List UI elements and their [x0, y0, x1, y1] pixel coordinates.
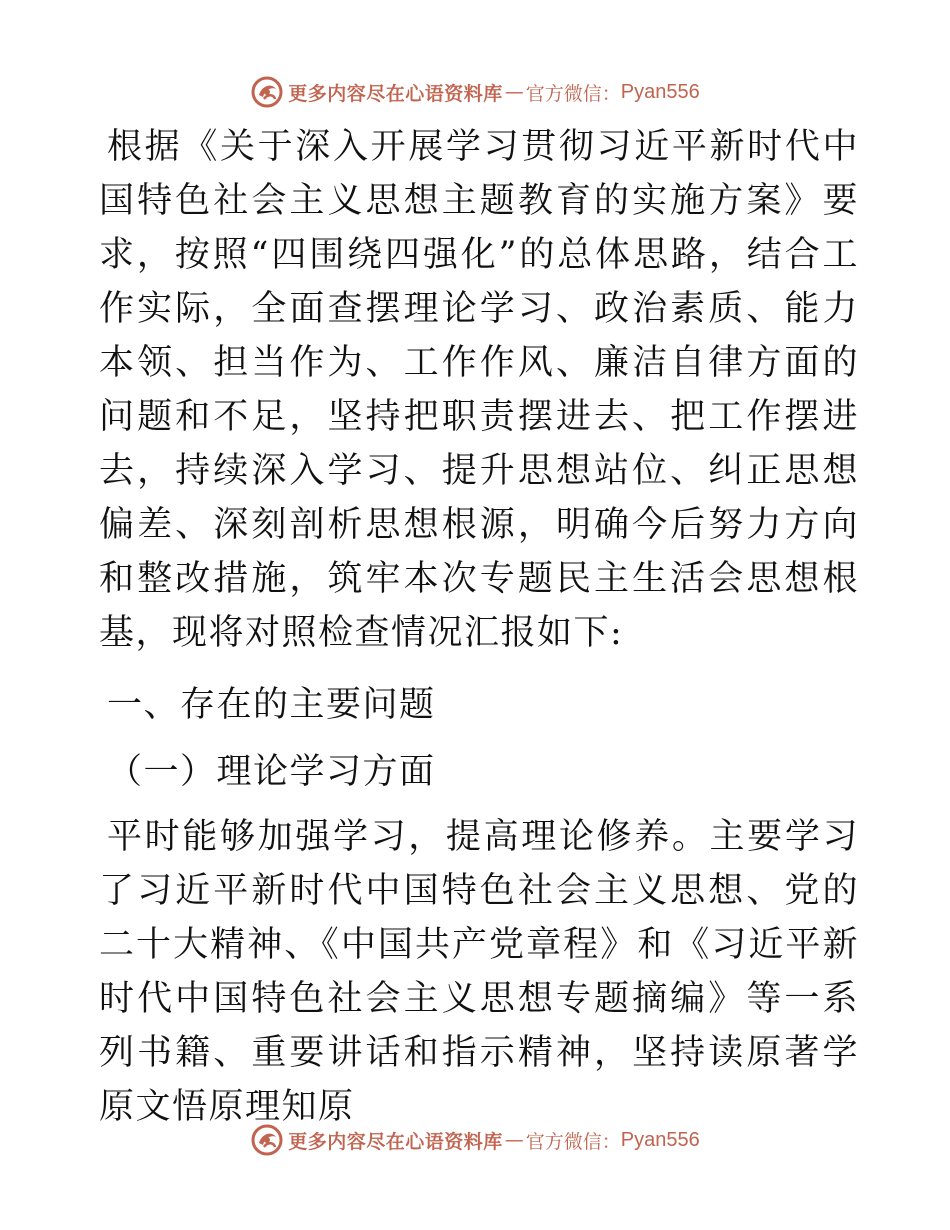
subsection-heading: （一）理论学习方面 [107, 752, 436, 792]
watermark-wechat-label: 官方微信： [525, 82, 621, 105]
watermark-brand-text: 更多内容尽在心语资料库 [288, 82, 503, 105]
swirl-logo-icon [250, 1123, 284, 1157]
swirl-logo-icon [250, 75, 284, 109]
footer-watermark-banner [0, 1118, 950, 1162]
theory-paragraph: 平时能够加强学习，提高理论修养。主要学习了习近平新时代中国特色社会主义思想、党的二十大精神、《中国共产党章程》和《习近平新时代中国特色社会主义思想专题摘编》等一系列书籍、重要讲话和指示精神，坚持读原著学原文悟原理知原 [99, 817, 859, 1127]
section-heading: 一、存在的主要问题 [107, 685, 436, 725]
header-watermark-banner [0, 70, 950, 114]
watermark-wechat-label: 官方微信： [525, 1130, 621, 1153]
watermark-wechat-id: Pyan556 [620, 1128, 700, 1151]
watermark-brand-text: 更多内容尽在心语资料库 [288, 1130, 503, 1153]
intro-paragraph: 根据《关于深入开展学习贯彻习近平新时代中国特色社会主义思想主题教育的实施方案》要求，按照“四围绕四强化”的总体思路，结合工作实际，全面查摆理论学习、政治素质、能力本领、担当作为、工作作风、廉洁自律方面的问题和不足，坚持把职责摆进去、把工作摆进去，持续深入学习、提升思想站位、纠正思想偏差、深刻剖析思想根源，明确今后努力方向和整改措施，筑牢本次专题民主生活会思想根基，现将对照检查情况汇报如下: [99, 127, 859, 653]
watermark-separator: — [504, 81, 524, 103]
document-body [99, 120, 859, 1134]
watermark-wechat-id: Pyan556 [620, 80, 700, 103]
watermark-separator: — [504, 1129, 524, 1151]
